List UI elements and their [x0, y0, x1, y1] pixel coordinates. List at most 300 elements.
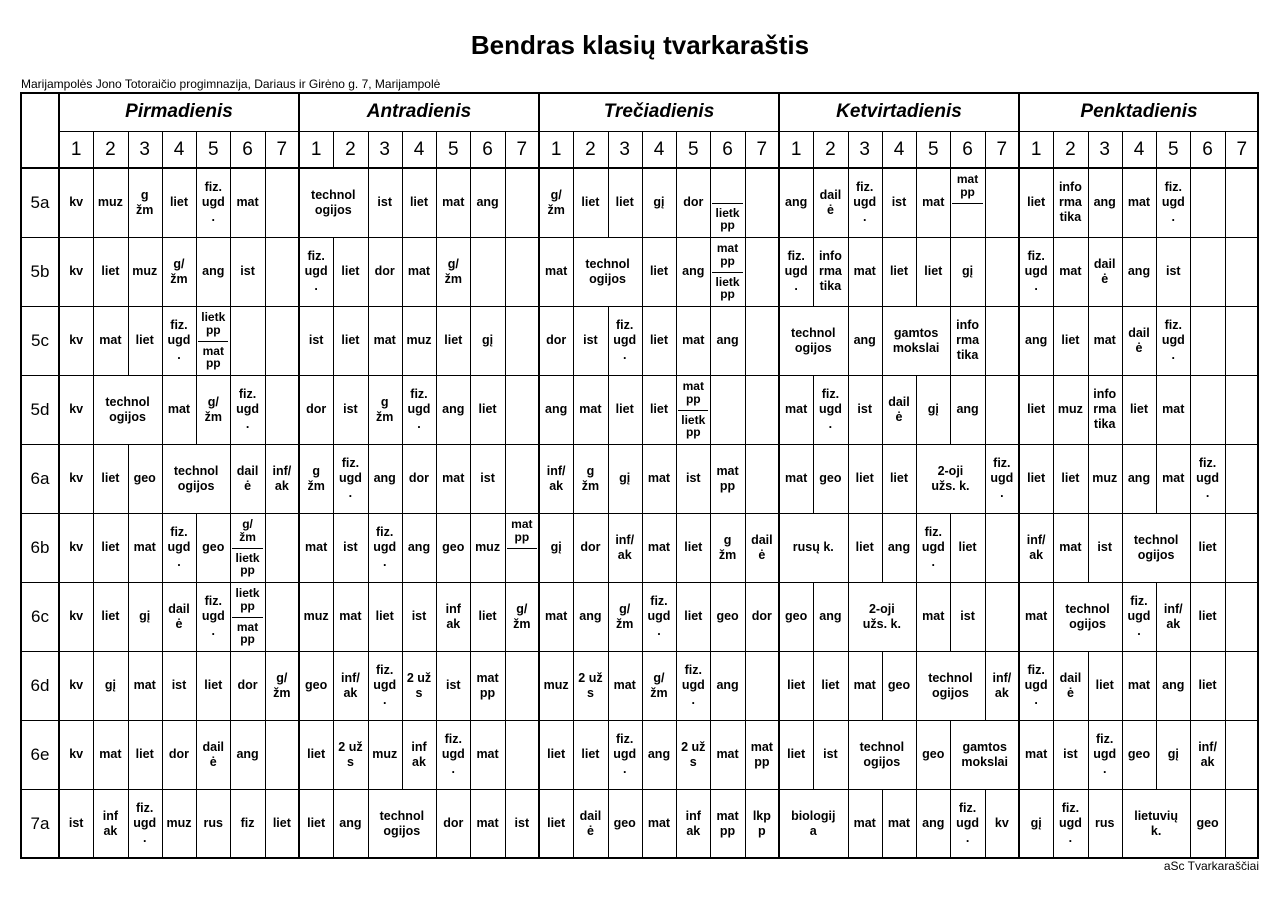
lesson-cell: inf/ ak [272, 463, 292, 493]
lesson-cell: liet [307, 747, 326, 761]
lesson-cell: liet [444, 333, 463, 347]
lesson-cell: kv [69, 471, 84, 485]
lesson-cell: fiz. ugd . [304, 249, 328, 293]
lesson-cell: ang [819, 609, 842, 623]
lesson-cell [505, 168, 539, 237]
lesson-cell [1225, 168, 1259, 237]
lesson-cell: liet [1027, 471, 1046, 485]
lesson-cell: technol ogijos [173, 463, 219, 493]
lesson-cell-top: mat pp [956, 172, 979, 199]
lesson-cell: ist [1097, 540, 1112, 554]
lesson-cell: dor [683, 195, 704, 209]
lesson-cell: dail ė [1128, 325, 1150, 355]
lesson-cell: mat [476, 747, 499, 761]
lesson-cell: dail ė [819, 187, 842, 217]
lesson-cell: liet [169, 195, 189, 209]
lesson-cell: liet [547, 747, 566, 761]
lesson-cell: inf/ ak [1026, 532, 1046, 562]
lesson-cell: kv [69, 609, 84, 623]
lesson-cell: rus [203, 816, 223, 830]
lesson-cell: technol ogijos [1133, 532, 1179, 562]
lesson-cell: mat [99, 333, 122, 347]
split-line [198, 341, 228, 342]
lesson-cell: ang [476, 195, 499, 209]
lesson-cell: ang [647, 747, 671, 761]
lesson-cell: technol ogijos [311, 187, 356, 217]
lesson-cell [1190, 168, 1224, 237]
period-number: 3 [619, 138, 630, 160]
lesson-cell: gį [927, 402, 939, 416]
lesson-cell: mat [476, 816, 499, 830]
lesson-cell: ang [1127, 471, 1151, 485]
lesson-cell: fiz. ugd . [201, 180, 225, 224]
lesson-cell: mat [922, 609, 945, 623]
lesson-cell: fiz. ugd . [921, 525, 945, 569]
lesson-cell: gį [139, 609, 151, 623]
period-number: 2 [1065, 138, 1076, 160]
lesson-cell-bottom: lietk pp [681, 412, 706, 440]
lesson-cell [265, 168, 299, 237]
day-header: Penktadienis [1080, 101, 1198, 122]
lesson-cell: mat [99, 747, 122, 761]
lesson-cell [1225, 582, 1259, 651]
lesson-cell: mat [853, 264, 876, 278]
lesson-cell: liet [684, 609, 703, 623]
lesson-cell: liet [615, 195, 634, 209]
lesson-cell: dor [168, 747, 190, 761]
lesson-cell: ang [545, 402, 568, 416]
period-number: 5 [1167, 138, 1179, 160]
lesson-cell: ist [308, 333, 324, 347]
lesson-cell: technol ogijos [379, 808, 425, 838]
lesson-cell: inf/ ak [615, 532, 635, 562]
lesson-cell: gį [619, 471, 631, 485]
lesson-cell: gį [1030, 816, 1042, 830]
period-number: 5 [927, 138, 939, 160]
lesson-cell: mat [853, 678, 876, 692]
lesson-cell [1225, 789, 1259, 858]
lesson-cell: ist [583, 333, 598, 347]
lesson-cell: liet [478, 402, 497, 416]
lesson-cell-top: lietk pp [201, 310, 226, 337]
lesson-cell: liet [1061, 333, 1080, 347]
period-number: 6 [1202, 138, 1213, 160]
lesson-cell: rus [1094, 816, 1115, 830]
lesson-cell [985, 168, 1019, 237]
lesson-cell: ang [716, 678, 739, 692]
lesson-cell: fiz. ugd . [167, 318, 191, 362]
lesson-cell: liet [1198, 540, 1217, 554]
period-number: 5 [447, 138, 459, 160]
lesson-cell: dail ė [888, 394, 910, 424]
lesson-cell: fiz. ugd . [1127, 594, 1151, 638]
lesson-cell: ist [857, 402, 872, 416]
lesson-cell: ist [1063, 747, 1078, 761]
lesson-cell: gį [550, 540, 562, 554]
lesson-cell: fiz. ugd . [990, 456, 1014, 500]
lesson-cell [1190, 237, 1224, 306]
lesson-cell: mat [236, 195, 259, 209]
lesson-cell: g žm [307, 463, 325, 493]
lesson-cell: mat pp [716, 463, 739, 493]
period-number: 5 [687, 138, 699, 160]
lesson-cell: muz [543, 678, 569, 692]
lesson-cell-bottom: lietk pp [715, 274, 740, 302]
lesson-cell: geo [887, 678, 911, 692]
lesson-cell: technol ogijos [791, 325, 836, 355]
lesson-cell [265, 375, 299, 444]
lesson-cell: fiz. ugd . [1024, 663, 1048, 707]
lesson-cell: fiz. ugd . [784, 249, 808, 293]
lesson-cell: ist [480, 471, 495, 485]
period-number: 7 [756, 138, 768, 160]
period-number: 1 [550, 138, 562, 160]
lesson-cell: kv [69, 264, 84, 278]
lesson-cell: mat [305, 540, 328, 554]
lesson-cell: info rma tika [1093, 387, 1117, 431]
lesson-cell: liet [581, 195, 600, 209]
lesson-cell: ist [171, 678, 187, 692]
lesson-cell: liet [889, 471, 909, 485]
lesson-cell: inf ak [685, 808, 701, 838]
lesson-cell: liet [375, 609, 394, 623]
lesson-cell: g/ žm [616, 601, 634, 631]
lesson-cell: kv [69, 333, 84, 347]
lesson-cell: mat [339, 609, 362, 623]
lesson-cell [265, 237, 299, 306]
lesson-cell: mat [442, 471, 465, 485]
class-name: 6c [31, 606, 49, 626]
day-header: Pirmadienis [125, 101, 233, 122]
lesson-cell [1225, 720, 1259, 789]
lesson-cell: info rma tika [818, 249, 842, 293]
lesson-cell: gį [104, 678, 116, 692]
lesson-cell: mat [1162, 402, 1185, 416]
lesson-cell: muz [372, 747, 398, 761]
lesson-cell: liet [307, 816, 326, 830]
lesson-cell [1225, 444, 1259, 513]
split-line [712, 272, 742, 273]
period-number: 6 [962, 138, 973, 160]
lesson-cell: ist [343, 402, 358, 416]
lesson-cell: kv [994, 816, 1009, 830]
lesson-cell: mat [1025, 609, 1048, 623]
period-number: 4 [173, 138, 185, 160]
lesson-cell: liet [1061, 471, 1080, 485]
lesson-cell: liet [787, 747, 806, 761]
lesson-cell: fiz. ugd . [407, 387, 431, 431]
lesson-cell: mat [167, 402, 191, 416]
lesson-cell: g žm [718, 532, 737, 562]
lesson-cell: technol ogijos [105, 394, 150, 424]
lesson-cell: ist [514, 816, 530, 830]
lesson-cell: fiz. ugd . [613, 732, 637, 776]
lesson-cell: ang [853, 333, 876, 347]
split-line [232, 548, 262, 549]
lesson-cell: lkp p [752, 808, 771, 838]
lesson-cell: geo [305, 678, 328, 692]
lesson-cell: fiz. ugd . [681, 663, 705, 707]
lesson-cell [505, 237, 539, 306]
lesson-cell-bottom: mat pp [202, 343, 224, 371]
lesson-cell [745, 237, 779, 306]
lesson-cell: ist [240, 264, 255, 278]
period-number: 1 [790, 138, 802, 160]
lesson-cell: liet [855, 540, 874, 554]
lesson-cell: technol ogijos [1065, 601, 1110, 631]
lesson-cell [505, 444, 539, 513]
lesson-cell: liet [1198, 609, 1217, 623]
lesson-cell [745, 375, 779, 444]
lesson-cell [230, 306, 264, 375]
lesson-cell: mat [133, 540, 156, 554]
lesson-cell [1225, 513, 1259, 582]
lesson-cell: mat [647, 540, 671, 554]
lesson-cell [505, 375, 539, 444]
school-address: Marijampolės Jono Totoraičio progimnazija, Dariaus ir Girėno g. 7, Marijampolė [21, 77, 441, 91]
lesson-cell: ang [887, 540, 911, 554]
lesson-cell: liet [101, 609, 120, 623]
lesson-cell: ist [377, 195, 392, 209]
lesson-cell: 2-oji užs. k. [862, 601, 901, 631]
lesson-cell: liet [547, 816, 566, 830]
lesson-cell: g/ žm [273, 670, 291, 700]
split-line [232, 617, 262, 618]
period-number: 5 [207, 138, 219, 160]
lesson-cell [985, 582, 1019, 651]
lesson-cell: mat [682, 333, 705, 347]
lesson-cell [745, 444, 779, 513]
lesson-cell: technol ogijos [928, 670, 973, 700]
lesson-cell-top: mat pp [716, 241, 739, 268]
lesson-cell: liet [615, 402, 634, 416]
lesson-cell: muz [406, 333, 432, 347]
class-name: 7a [30, 813, 50, 833]
day-header: Trečiadienis [603, 101, 715, 122]
lesson-cell: ang [956, 402, 979, 416]
lesson-cell-bottom [505, 549, 539, 581]
lesson-cell: dail ė [579, 808, 602, 838]
lesson-cell: fiz. ugd . [613, 318, 637, 362]
lesson-cell [265, 720, 299, 789]
lesson-cell: kv [69, 402, 84, 416]
lesson-cell: mat [1025, 747, 1048, 761]
lesson-cell: 2 už s [406, 670, 432, 700]
lesson-cell [745, 306, 779, 375]
lesson-cell: fiz. ugd . [853, 180, 877, 224]
lesson-cell: ang [922, 816, 945, 830]
lesson-cell: dor [546, 333, 567, 347]
lesson-cell: geo [716, 609, 739, 623]
lesson-cell: fiz. ugd . [441, 732, 465, 776]
lesson-cell: geo [133, 471, 156, 485]
lesson-cell: technol ogijos [585, 256, 630, 286]
period-number: 2 [345, 138, 356, 160]
lesson-cell: ist [891, 195, 907, 209]
lesson-cell: 2 už s [338, 739, 363, 769]
lesson-cell: liet [649, 402, 669, 416]
lesson-cell: geo [785, 609, 808, 623]
lesson-cell-top [710, 170, 744, 202]
lesson-cell-bottom [950, 204, 984, 236]
class-name: 5b [30, 261, 50, 281]
lesson-cell [470, 237, 504, 306]
lesson-cell [265, 582, 299, 651]
lesson-cell: liet [135, 333, 154, 347]
lesson-cell: muz [1092, 471, 1118, 485]
lesson-cell: mat [1059, 264, 1082, 278]
lesson-cell [1225, 375, 1259, 444]
lesson-cell: dor [374, 264, 395, 278]
lesson-cell: mat [887, 816, 911, 830]
lesson-cell: ist [445, 678, 461, 692]
lesson-cell: inf/ ak [992, 670, 1012, 700]
lesson-cell: dail ė [202, 739, 225, 769]
lesson-cell: muz [97, 195, 123, 209]
lesson-cell-top: g/ žm [239, 517, 256, 544]
lesson-cell: mat [647, 471, 671, 485]
lesson-cell: ang [1162, 678, 1185, 692]
lesson-cell [1225, 651, 1259, 720]
period-number: 1 [310, 138, 322, 160]
period-number: 2 [825, 138, 836, 160]
lesson-cell: fiz. ugd . [201, 594, 225, 638]
lesson-cell: biologij a [791, 808, 836, 838]
lesson-cell: fiz. ugd . [1161, 318, 1185, 362]
lesson-cell: g/ žm [444, 256, 462, 286]
period-number: 3 [1099, 138, 1110, 160]
lesson-cell [505, 306, 539, 375]
lesson-cell: ist [1165, 264, 1181, 278]
lesson-cell: liet [341, 333, 360, 347]
lesson-cell: liet [101, 264, 120, 278]
lesson-cell: technol ogijos [859, 739, 905, 769]
lesson-cell: ang [1093, 195, 1116, 209]
lesson-cell-bottom: lietk pp [235, 550, 260, 578]
lesson-cell: mat [442, 195, 465, 209]
lesson-cell: geo [819, 471, 842, 485]
lesson-cell [1225, 237, 1259, 306]
lesson-cell [745, 651, 779, 720]
period-number: 7 [996, 138, 1008, 160]
period-number: 4 [653, 138, 665, 160]
lesson-cell: kv [69, 540, 84, 554]
lesson-cell: mat [1162, 471, 1185, 485]
page-title: Bendras klasių tvarkaraštis [470, 30, 810, 60]
lesson-cell: liet [1095, 678, 1114, 692]
lesson-cell: dail ė [1059, 670, 1082, 700]
period-number: 7 [1236, 138, 1248, 160]
lesson-cell: dor [237, 678, 258, 692]
lesson-cell: g/ žm [204, 394, 222, 424]
lesson-cell: ist [960, 609, 975, 623]
lesson-cell: muz [303, 609, 329, 623]
lesson-cell: fiz. ugd . [956, 801, 980, 845]
lesson-cell-bottom: mat pp [236, 619, 259, 647]
period-number: 2 [585, 138, 596, 160]
lesson-cell: dor [751, 609, 772, 623]
lesson-cell: muz [475, 540, 501, 554]
lesson-cell: fiz. ugd . [1058, 801, 1082, 845]
period-number: 6 [242, 138, 253, 160]
lesson-cell: mat [545, 264, 568, 278]
lesson-cell: mat [579, 402, 602, 416]
lesson-cell: ist [685, 471, 701, 485]
period-number: 2 [105, 138, 116, 160]
lesson-cell: g/ žm [547, 187, 565, 217]
lesson-cell [505, 720, 539, 789]
lesson-cell: gamtos mokslai [892, 325, 940, 355]
lesson-cell: fiz. ugd . [1196, 456, 1220, 500]
lesson-cell: mat [1127, 195, 1151, 209]
period-number: 3 [859, 138, 870, 160]
lesson-cell: kv [69, 195, 84, 209]
lesson-cell: mat [922, 195, 945, 209]
lesson-cell: geo [1127, 747, 1151, 761]
lesson-cell: liet [889, 264, 909, 278]
lesson-cell-top: mat pp [682, 379, 704, 406]
lesson-cell-bottom: lietk pp [715, 205, 740, 233]
lesson-cell: inf ak [445, 601, 461, 631]
lesson-cell: inf ak [102, 808, 119, 838]
lesson-cell: geo [613, 816, 636, 830]
class-name: 6d [30, 675, 50, 695]
lesson-cell: liet [958, 540, 977, 554]
lesson-cell: fiz. ugd . [1161, 180, 1185, 224]
period-number: 6 [722, 138, 733, 160]
lesson-cell [985, 306, 1019, 375]
lesson-cell: liet [821, 678, 840, 692]
lesson-cell: gį [653, 195, 665, 209]
lesson-cell: info rma tika [1058, 180, 1082, 224]
lesson-cell: g žm [136, 187, 154, 217]
lesson-cell-top: mat pp [511, 517, 533, 544]
split-line [507, 548, 537, 549]
lesson-cell: fiz. ugd . [818, 387, 842, 431]
lesson-cell: geo [442, 540, 465, 554]
lesson-cell: 2 už s [681, 739, 706, 769]
lesson-cell: ang [1025, 333, 1048, 347]
lesson-cell [985, 375, 1019, 444]
lesson-cell: fiz. ugd . [647, 594, 671, 638]
period-number: 4 [413, 138, 425, 160]
lesson-cell: liet [478, 609, 497, 623]
lesson-cell: fiz. ugd . [373, 525, 397, 569]
lesson-cell: liet [1027, 195, 1046, 209]
lesson-cell: mat [1093, 333, 1116, 347]
lesson-cell: geo [922, 747, 945, 761]
lesson-cell: liet [1129, 402, 1149, 416]
lesson-cell: mat [545, 609, 568, 623]
lesson-cell: fiz. ugd . [1024, 249, 1048, 293]
lesson-cell: geo [202, 540, 225, 554]
lesson-cell: inf/ ak [546, 463, 566, 493]
period-number: 7 [276, 138, 288, 160]
lesson-cell: mat [373, 333, 396, 347]
day-header: Antradienis [366, 101, 472, 122]
lesson-cell: mat [613, 678, 636, 692]
period-number: 7 [516, 138, 528, 160]
lesson-cell [710, 375, 744, 444]
lesson-cell: ang [579, 609, 602, 623]
lesson-cell: info rma tika [956, 318, 980, 362]
lesson-cell: 2-oji užs. k. [931, 463, 970, 493]
lesson-cell: gį [962, 264, 974, 278]
lesson-cell: dail ė [168, 601, 190, 631]
lesson-cell: liet [855, 471, 874, 485]
lesson-cell: mat [716, 747, 739, 761]
class-name: 5d [30, 399, 50, 419]
